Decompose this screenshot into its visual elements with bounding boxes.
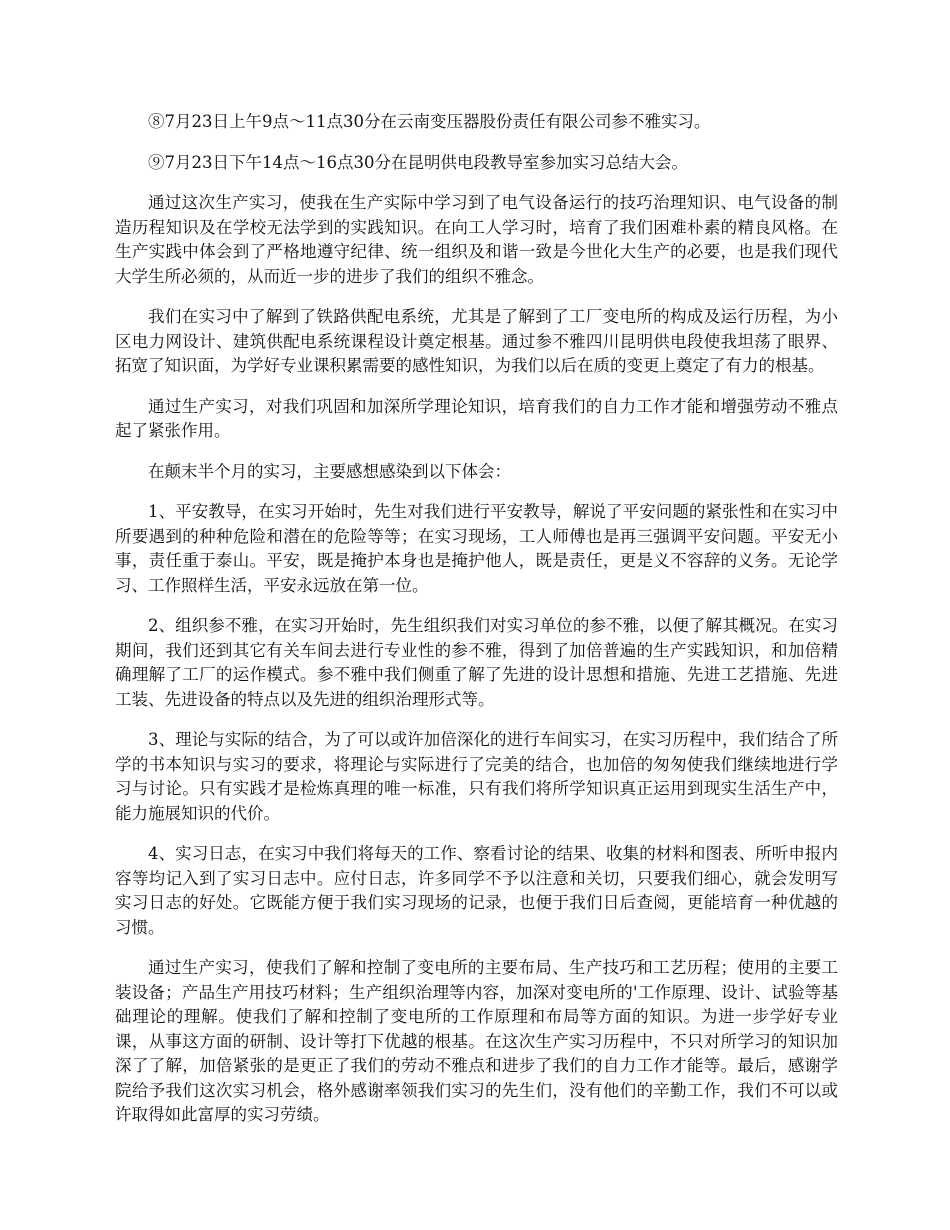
body-paragraph: 在颠末半个月的实习，主要感想感染到以下体会： — [148, 461, 511, 481]
body-paragraph: 通过这次生产实习，使我在生产实际中学习到了电气设备运行的技巧治理知识、电气设备的制造历程知识及在学校无法学到的实践知识。在向工人学习时，培育了我们困难朴素的精良风格。在生产实践中体会到了严格地遵守纪律、统一组织及和谐一致是今世化大生产的必要，也是我们现代大学生所必须的，从而近一步的进步了我们的组织不雅念。 — [115, 193, 838, 286]
schedule-item-9: ⑨7月23日下午14点～16点30分在昆明供电段教导室参加实习总结大会。 — [148, 152, 688, 172]
schedule-item-8: ⑧7月23日上午9点～11点30分在云南变压器股份责任有限公司参不雅实习。 — [148, 112, 711, 131]
conclusion-paragraph: 通过生产实习，使我们了解和控制了变电所的主要布局、生产技巧和工艺历程；使用的主要工装设备；产品生产用技巧材料；生产组织治理等内容，加深对变电所的'工作原理、设计、试验等基础理论的理解。使我们了解和控制了变电所的工作原理和布局等方面的知识。为进一步学好专业课，从事这方面的研制、设计等打下优越的根基。在这次生产实习历程中，不只对所学习的知识加深了了解，加倍紧张的是更正了我们的劳动不雅点和进步了我们的自力工作才能等。最后，感谢学院给予我们这次实习机会，格外感谢率领我们实习的先生们，没有他们的辛勤工作，我们不可以或许取得如此富厚的实习劳绩。 — [115, 958, 838, 1124]
document-body — [115, 110, 838, 1144]
body-paragraph: 我们在实习中了解到了铁路供配电系统，尤其是了解到了工厂变电所的构成及运行历程，为小区电力网设计、建筑供配电系统课程设计奠定根基。通过参不雅四川昆明供电段使我坦荡了眼界、拓宽了知识面，为学好专业课积累需要的感性知识，为我们以后在质的变更上奠定了有力的根基。 — [115, 307, 838, 375]
body-paragraph: 通过生产实习，对我们巩固和加深所学理论知识，培育我们的自力工作才能和增强劳动不雅点起了紧张作用。 — [115, 396, 838, 440]
list-item-visits: 2、组织参不雅，在实习开始时，先生组织我们对实习单位的参不雅，以便了解其概况。在实习期间，我们还到其它有关车间去进行专业性的参不雅，得到了加倍普遍的生产实践知识，和加倍精确理解了工厂的运作模式。参不雅中我们侧重了解了先进的设计思想和措施、先进工艺措施、先进工装、先进设备的特点以及先进的组织治理形式等。 — [115, 616, 838, 709]
list-item-safety: 1、平安教导，在实习开始时，先生对我们进行平安教导，解说了平安问题的紧张性和在实习中所要遇到的种种危险和潜在的危险等等；在实习现场，工人师傅也是再三强调平安问题。平安无小事，责任重于泰山。平安，既是掩护本身也是掩护他人，既是责任，更是义不容辞的义务。无论学习、工作照样生活，平安永远放在第一位。 — [115, 502, 838, 595]
list-item-theory-practice: 3、理论与实际的结合，为了可以或许加倍深化的进行车间实习，在实习历程中，我们结合了所学的书本知识与实习的要求，将理论与实际进行了完美的结合，也加倍的匆匆使我们继续地进行学习与讨论。只有实践才是检炼真理的唯一标准，只有我们将所学知识真正运用到现实生活生产中，能力施展知识的代价。 — [115, 730, 838, 823]
list-item-logbook: 4、实习日志，在实习中我们将每天的工作、察看讨论的结果、收集的材料和图表、所听申报内容等均记入到了实习日志中。应付日志，许多同学不予以注意和关切，只要我们细心，就会发明写实习日志的好处。它既能方便于我们实习现场的记录，也便于我们日后查阅，更能培育一种优越的习惯。 — [115, 844, 838, 937]
